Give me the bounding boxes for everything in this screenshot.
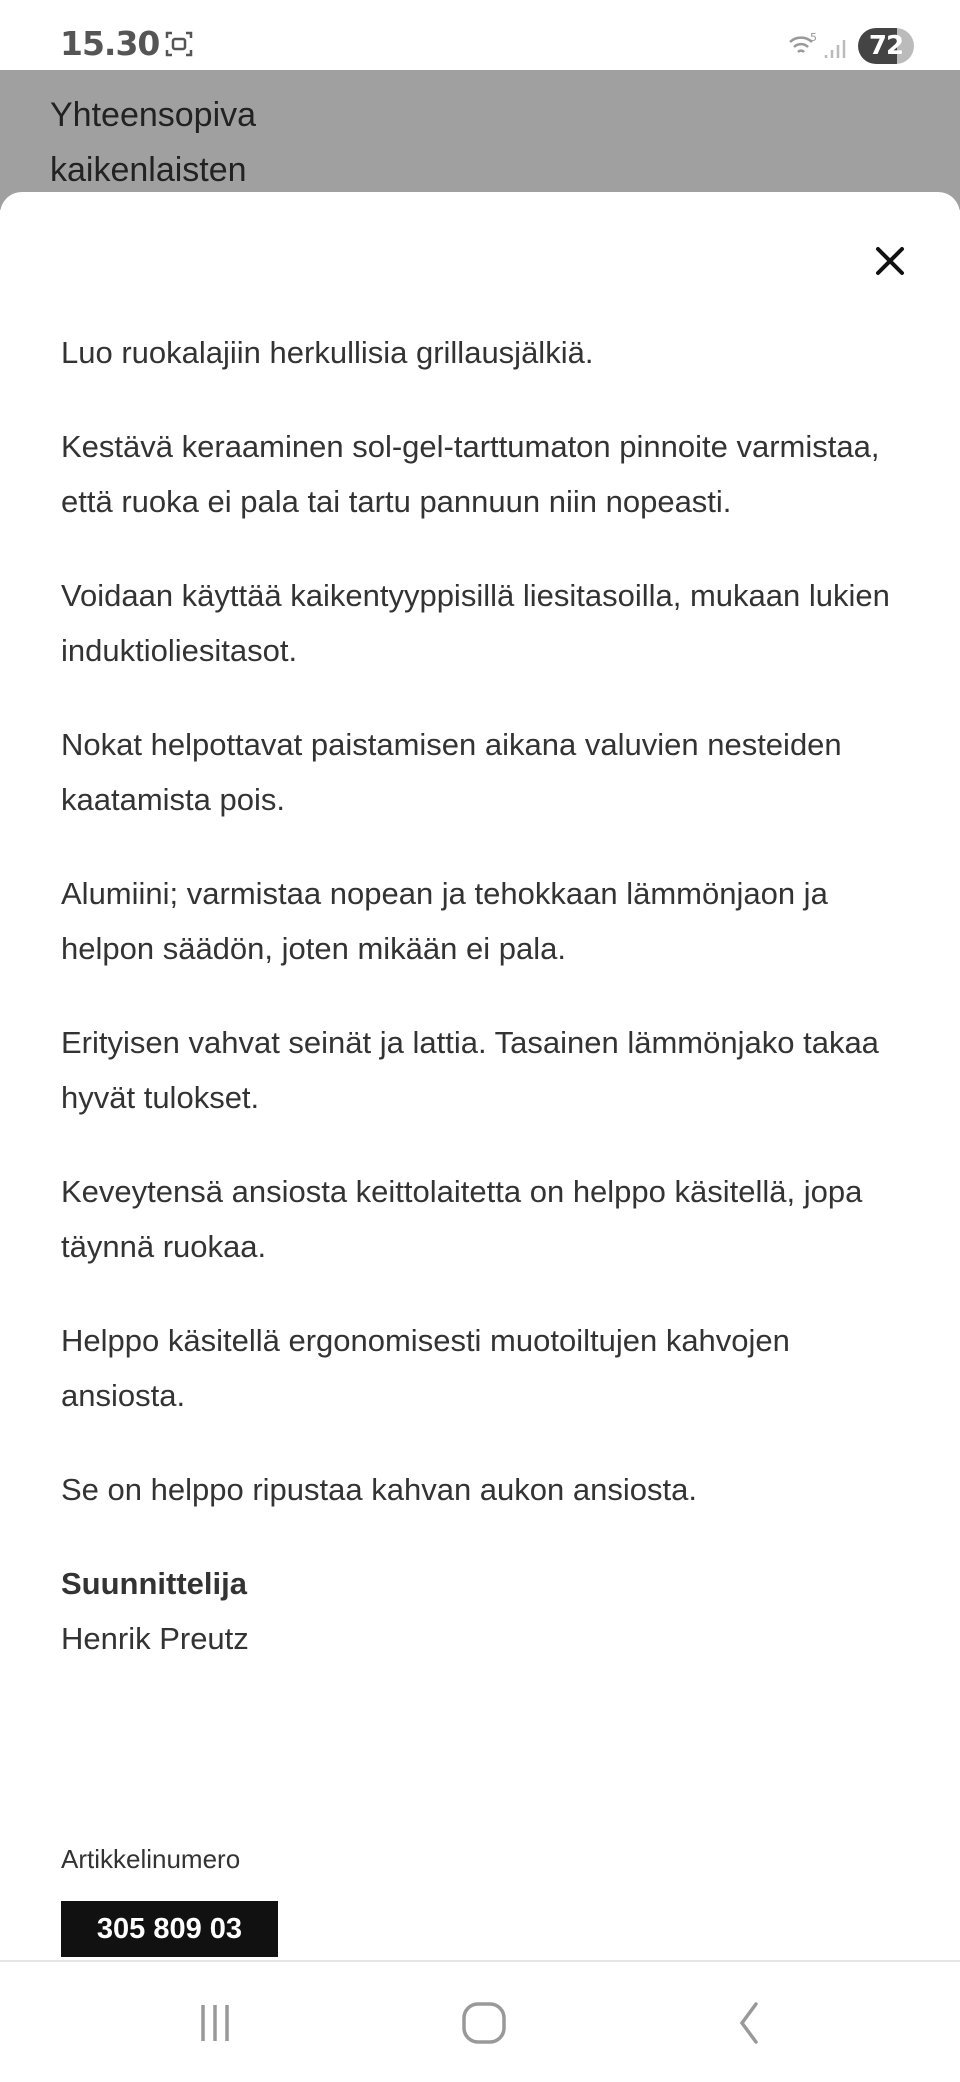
description-paragraph: Helppo käsitellä ergonomisesti muotoiltujen kahvojen ansiosta. bbox=[61, 1323, 790, 1413]
svg-text:5: 5 bbox=[810, 31, 817, 44]
recent-apps-icon[interactable] bbox=[190, 2000, 240, 2046]
description-paragraph: Voidaan käyttää kaikentyyppisillä liesitasoilla, mukaan lukien induktioliesitasot. bbox=[61, 578, 890, 668]
description-paragraph: Alumiini; varmistaa nopean ja tehokkaan lämmönjaon ja helpon säädön, joten mikään ei pala. bbox=[61, 876, 828, 966]
article-number-label: Artikkelinumero bbox=[61, 1844, 241, 1874]
product-details-sheet bbox=[0, 192, 960, 1960]
product-description bbox=[61, 325, 921, 1666]
designer-name: Henrik Preutz bbox=[61, 1621, 249, 1656]
back-icon[interactable] bbox=[724, 2000, 774, 2046]
status-bar bbox=[0, 0, 960, 70]
designer-label: Suunnittelija bbox=[61, 1566, 247, 1601]
description-paragraph: Nokat helpottavat paistamisen aikana valuvien nesteiden kaatamista pois. bbox=[61, 727, 842, 817]
background-page bbox=[0, 70, 960, 210]
article-number-badge: 305 809 03 bbox=[61, 1901, 278, 1957]
description-paragraph: Se on helppo ripustaa kahvan aukon ansiosta. bbox=[61, 1472, 697, 1507]
screenshot-icon bbox=[165, 30, 193, 58]
close-icon[interactable] bbox=[870, 241, 910, 281]
wifi-signal-icon bbox=[788, 30, 848, 60]
system-navigation-bar bbox=[0, 1960, 960, 2082]
home-icon[interactable] bbox=[459, 2000, 509, 2046]
background-product-text bbox=[50, 88, 256, 198]
status-time: 15.30 bbox=[60, 24, 160, 63]
battery-indicator: 72 bbox=[858, 28, 914, 64]
background-line: Yhteensopiva bbox=[50, 96, 257, 134]
description-paragraph: Luo ruokalajiin herkullisia grillausjälkiä. bbox=[61, 335, 594, 370]
background-line: kaikenlaisten bbox=[50, 151, 247, 189]
description-paragraph: Erityisen vahvat seinät ja lattia. Tasainen lämmönjako takaa hyvät tulokset. bbox=[61, 1025, 879, 1115]
description-paragraph: Kestävä keraaminen sol-gel-tarttumaton pinnoite varmistaa, että ruoka ei pala tai tartu pannuun niin nopeasti. bbox=[61, 429, 880, 519]
description-paragraph: Keveytensä ansiosta keittolaitetta on helppo käsitellä, jopa täynnä ruokaa. bbox=[61, 1174, 863, 1264]
